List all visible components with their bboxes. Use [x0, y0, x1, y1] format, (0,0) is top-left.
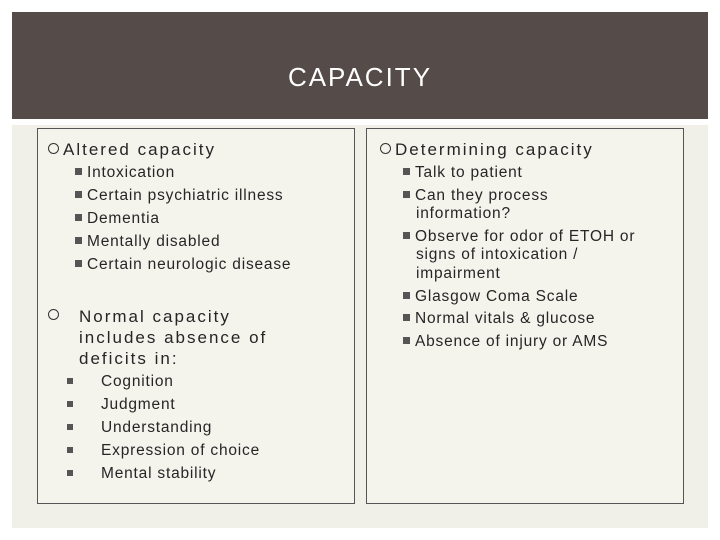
list-item: Absence of injury or AMS	[403, 332, 608, 351]
square-bullet-icon	[75, 191, 82, 198]
square-bullet-icon	[75, 260, 82, 267]
square-bullet-icon	[403, 337, 410, 344]
list-item: Intoxication	[75, 163, 175, 182]
list-item: Mental stability	[101, 465, 217, 482]
normal-capacity-heading: Normal capacity includes absence of deficits in:	[79, 307, 268, 368]
list-item: Judgment	[101, 396, 176, 413]
list-item: Talk to patient	[403, 163, 523, 182]
determining-capacity-heading	[380, 139, 594, 160]
list-item: Normal vitals & glucose	[403, 309, 595, 328]
square-bullet-icon	[403, 168, 410, 175]
list-item: Dementia	[75, 209, 160, 228]
list-item: Glasgow Coma Scale	[403, 287, 578, 306]
list-item: Can they process	[403, 186, 548, 205]
list-item-continuation: signs of intoxication /	[416, 246, 579, 263]
square-bullet-icon	[75, 237, 82, 244]
list-item: Mentally disabled	[75, 232, 220, 251]
list-item: Understanding	[101, 419, 213, 436]
normal-capacity-bullet	[48, 305, 63, 326]
circle-bullet-icon	[48, 309, 59, 320]
square-bullet-icon	[403, 191, 410, 198]
title-band	[12, 12, 708, 119]
circle-bullet-icon	[48, 143, 59, 154]
list-item-continuation: impairment	[416, 265, 501, 282]
square-bullet-icon	[67, 378, 73, 384]
square-bullet-icon	[67, 401, 73, 407]
square-bullet-icon	[67, 470, 73, 476]
list-item: Certain psychiatric illness	[75, 186, 283, 205]
altered-capacity-heading	[48, 139, 216, 160]
square-bullet-icon	[403, 314, 410, 321]
square-bullet-icon	[75, 168, 82, 175]
square-bullet-icon	[403, 232, 410, 239]
determining-capacity-label: Determining capacity	[395, 140, 594, 159]
square-bullet-icon	[403, 292, 410, 299]
circle-bullet-icon	[380, 143, 391, 154]
list-item: Certain neurologic disease	[75, 255, 291, 274]
slide-title: CAPACITY	[287, 62, 433, 92]
list-item-continuation: information?	[416, 205, 511, 222]
square-bullet-icon	[75, 214, 82, 221]
altered-capacity-label: Altered capacity	[63, 140, 216, 159]
list-item: Expression of choice	[101, 442, 261, 459]
square-bullet-icon	[67, 424, 73, 430]
square-bullet-icon	[67, 447, 73, 453]
list-item: Cognition	[101, 373, 174, 390]
list-item: Observe for odor of ETOH or	[403, 227, 635, 246]
